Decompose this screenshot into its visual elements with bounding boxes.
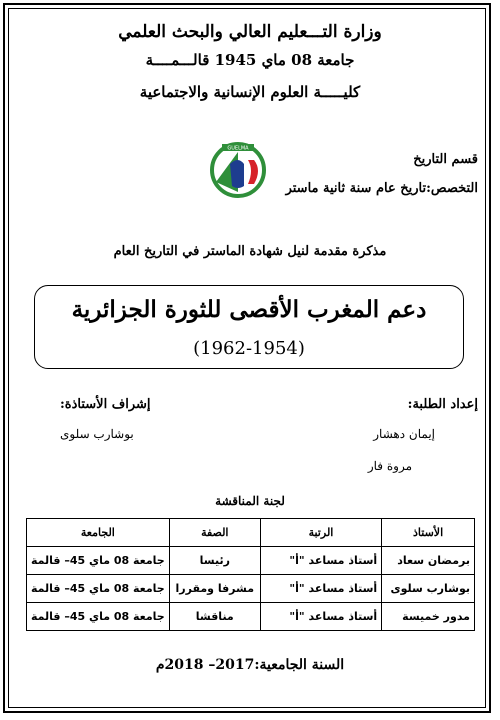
- logo-blue-shape: [230, 160, 244, 188]
- university-cell: جامعة 08 ماي 45– قالمة: [27, 603, 170, 631]
- thesis-dates: (1962-1954): [193, 338, 305, 359]
- table-row: [27, 547, 475, 575]
- professor-cell: برمضان سعاد: [382, 547, 475, 575]
- university-cell: جامعة 08 ماي 45– قالمة: [27, 547, 170, 575]
- column-header: الرتبة: [260, 519, 381, 547]
- prepared-by-label: إعداد الطلبة:: [407, 397, 478, 412]
- table-header-row: [27, 519, 475, 547]
- university-logo: [208, 140, 268, 200]
- rank-cell: أستاذ مساعد "أ": [260, 547, 381, 575]
- supervisor-name: بوشارب سلوى: [60, 427, 134, 441]
- column-header: الأستاذ: [382, 519, 475, 547]
- professor-cell: مدور خميسة: [382, 603, 475, 631]
- committee-table: [26, 518, 475, 631]
- supervision-label: إشراف الأستاذة:: [60, 397, 151, 412]
- logo-text: GUELMA: [227, 145, 249, 152]
- university-cell: جامعة 08 ماي 45– قالمة: [27, 575, 170, 603]
- student-name: مروة فار: [367, 459, 412, 473]
- memo-subtitle: مذكرة مقدمة لنيل شهادة الماستر في التاريخ العام: [113, 244, 387, 259]
- thesis-title: دعم المغرب الأقصى للثورة الجزائرية: [71, 296, 427, 323]
- role-cell: رئيسا: [169, 547, 260, 575]
- column-header: الجامعة: [27, 519, 170, 547]
- ministry-heading: وزارة التـــعليم العالي والبحث العلمي: [118, 22, 382, 42]
- column-header: الصفة: [169, 519, 260, 547]
- academic-year: السنة الجامعية:2017– 2018م: [155, 657, 345, 673]
- department-label: قسم التاريخ: [413, 152, 478, 167]
- table-row: [27, 603, 475, 631]
- student-name: إيمان دهشار: [373, 427, 435, 441]
- faculty-heading: كليـــــة العلوم الإنسانية والاجتماعية: [139, 83, 361, 101]
- role-cell: مشرفا ومقررا: [169, 575, 260, 603]
- committee-title: لجنة المناقشة: [215, 494, 285, 508]
- university-heading: جامعة 08 ماي 1945 قالـــمــــة: [145, 51, 355, 69]
- rank-cell: أستاذ مساعد "أ": [260, 603, 381, 631]
- specialty-label: التخصص:تاريخ عام سنة ثانية ماستر: [285, 181, 478, 196]
- role-cell: مناقشا: [169, 603, 260, 631]
- table-row: [27, 575, 475, 603]
- professor-cell: بوشارب سلوى: [382, 575, 475, 603]
- rank-cell: أستاذ مساعد "أ": [260, 575, 381, 603]
